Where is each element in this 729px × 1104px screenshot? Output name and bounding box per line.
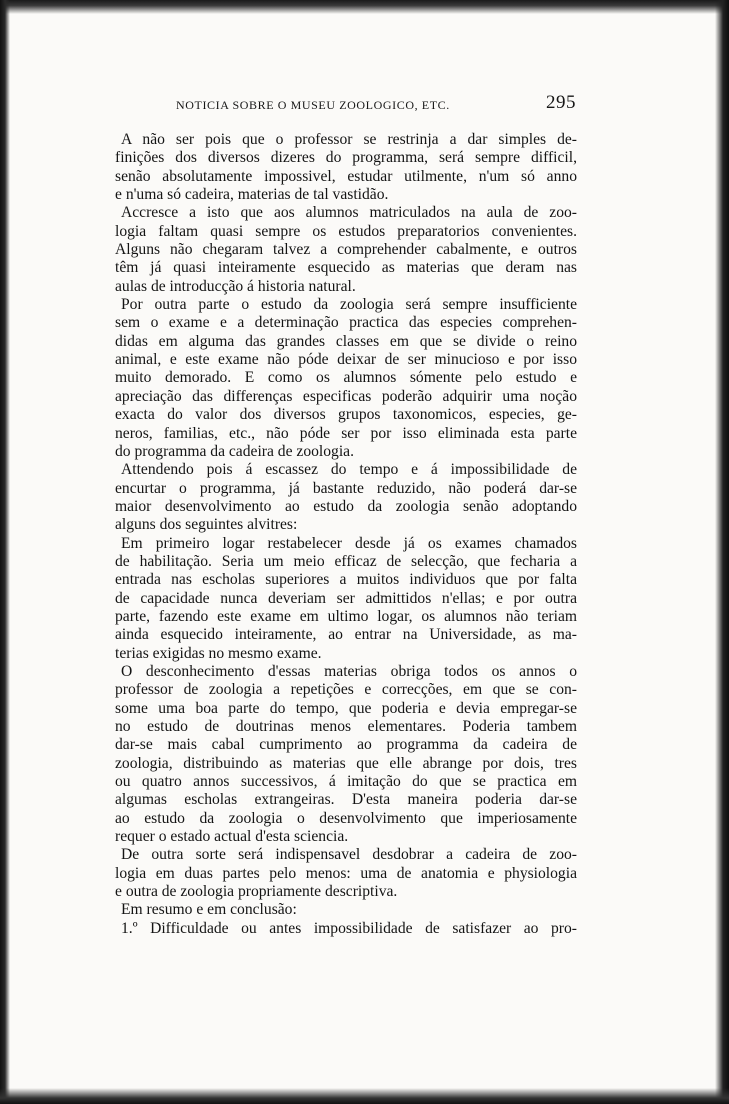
text-line: logia faltam quasi sempre os estudos preparatorios convenientes. (115, 222, 577, 240)
text-line: aulas de introducção á historia natural. (115, 277, 356, 295)
text-line: logia em duas partes pelo menos: uma de anatomia e physiologia (115, 864, 577, 882)
text-line: A não ser pois que o professor se restrinja a dar simples de- (121, 131, 577, 148)
text-line: didas em alguma das grandes classes em que se divide o reino (115, 332, 577, 350)
text-line: no estudo de doutrinas menos elementares. Poderia tambem (115, 718, 577, 735)
text-line: de capacidade nunca deveriam ser admittidos n'ellas; e por outra (115, 589, 577, 607)
page-number: 295 (546, 92, 576, 113)
text-line: O desconhecimento d'essas materias obriga todos os annos o (121, 662, 577, 680)
text-line: e outra de zoologia propriamente descriptiva. (115, 883, 398, 901)
text-line: Em resumo e em conclusão: (121, 901, 297, 919)
text-line: maior desenvolvimento ao estudo da zoologia senão adoptando (115, 497, 577, 515)
text-line: parte, fazendo este exame em ultimo logar, os alumnos não teriam (115, 607, 577, 625)
text-line: apreciação das differenças especificas poderão adquirir uma noção (115, 387, 577, 405)
scan-border-left (0, 0, 10, 1104)
page-header (118, 92, 576, 116)
text-line: sem o exame e a determinação practica das especies comprehen- (115, 314, 577, 332)
text-line: Accresce a isto que aos alumnos matriculados na aula de zoo- (121, 204, 577, 222)
text-line: Alguns não chegaram talvez a comprehender cabalmente, e outros (115, 241, 577, 259)
scan-border-top (0, 0, 729, 14)
text-line: exacta do valor dos diversos grupos taxonomicos, especies, ge- (115, 406, 577, 424)
text-line: finições dos diversos dizeres do programma, será sempre difficil, (115, 149, 577, 167)
text-line: animal, e este exame não póde deixar de ser minucioso e por isso (115, 351, 577, 369)
text-line: neros, familias, etc., não póde ser por isso eliminada esta parte (115, 424, 577, 442)
text-line: senão absolutamente impossivel, estudar utilmente, n'um só anno (115, 167, 577, 185)
text-line: De outra sorte será indispensavel desdobrar a cadeira de zoo- (121, 846, 577, 864)
text-line: ao estudo da zoologia o desenvolvimento que imperiosamente (115, 809, 577, 827)
text-line: Attendendo pois á escassez do tempo e á impossibilidade de (121, 461, 577, 479)
text-line: dar-se mais cabal cumprimento ao programma da cadeira de (115, 736, 577, 754)
text-line: ainda esquecido inteiramente, ao entrar na Universidade, as ma- (115, 626, 577, 644)
text-line: encurtar o programma, já bastante reduzido, não poderá dar-se (115, 479, 577, 497)
text-line: algumas escholas extrangeiras. D'esta maneira poderia dar-se (115, 791, 577, 809)
scan-border-right (715, 0, 729, 1104)
text-line: terias exigidas no mesmo exame. (115, 644, 322, 662)
scan-border-bottom (0, 1088, 729, 1104)
text-line: e n'uma só cadeira, materias de tal vastidão. (115, 186, 389, 204)
body-text (115, 131, 577, 938)
text-line: some uma boa parte do tempo, que poderia e devia empregar-se (115, 699, 577, 717)
text-line: Em primeiro logar restabelecer desde já os exames chamados (121, 534, 577, 552)
text-line: zoologia, distribuindo as materias que elle abrange por dois, tres (115, 754, 577, 772)
text-line: Por outra parte o estudo da zoologia será sempre insufficiente (121, 296, 577, 314)
text-line: professor de zoologia a repetições e correcções, em que se con- (115, 681, 577, 699)
text-line: de habilitação. Seria um meio efficaz de selecção, que fecharia a (115, 552, 577, 570)
text-line: alguns dos seguintes alvitres: (115, 516, 298, 534)
text-line: ou quatro annos successivos, á imitação do que se practica em (115, 773, 577, 791)
text-line: têm já quasi inteiramente esquecido as materias que deram nas (115, 259, 577, 277)
running-head: NOTICIA SOBRE O MUSEU ZOOLOGICO, ETC. (176, 98, 450, 112)
text-line: 1.º Difficuldade ou antes impossibilidade de satisfazer ao pro- (121, 919, 577, 937)
text-line: do programma da cadeira de zoologia. (115, 442, 355, 460)
text-line: muito demorado. E como os alumnos sómente pelo estudo e (115, 369, 577, 387)
text-line: requer o estado actual d'esta sciencia. (115, 828, 349, 846)
text-line: entrada nas escholas superiores a muitos individuos que por falta (115, 571, 577, 589)
